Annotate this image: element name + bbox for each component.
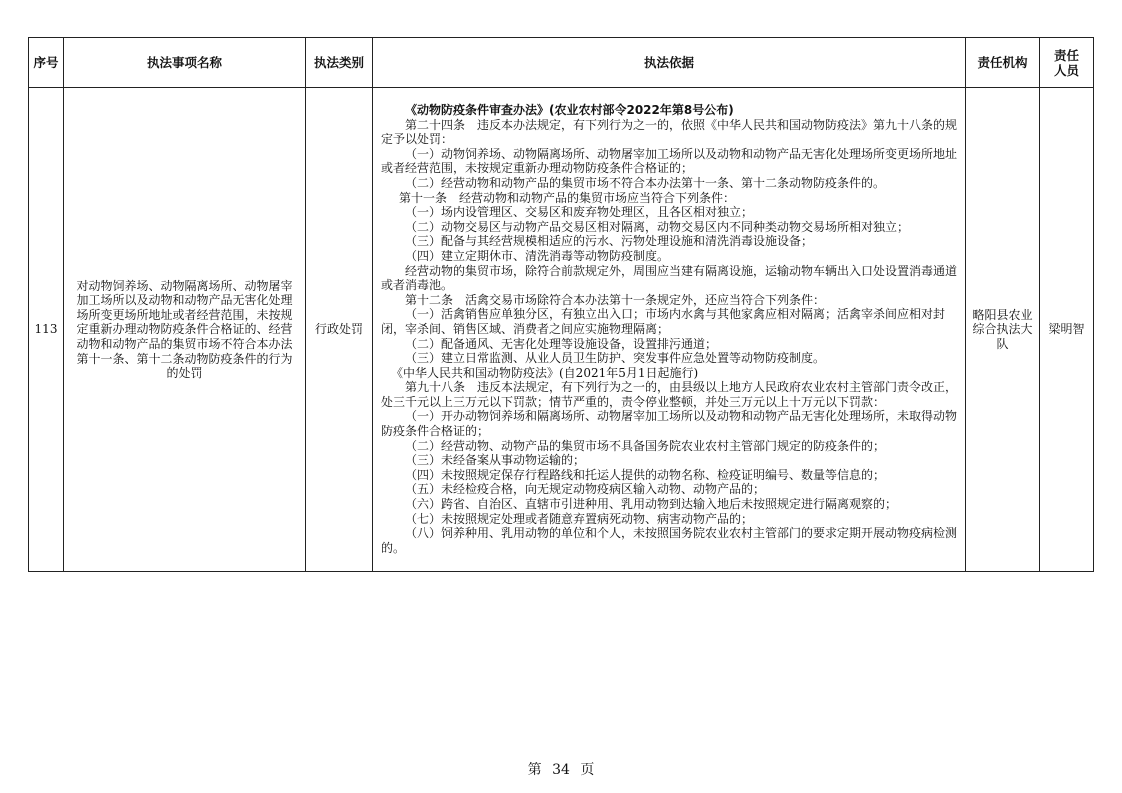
- basis-line: 第九十八条 违反本法规定，有下列行为之一的，由县级以上地方人民政府农业农村主管部门责令改正，处三千元以上三万元以下罚款；情节严重的，责令停业整顿，并处三万元以上十万元以下罚款：: [381, 380, 958, 409]
- basis-line: （一）场内设管理区、交易区和废弃物处理区，且各区相对独立；: [405, 205, 754, 220]
- basis-line: 第二十四条 违反本办法规定，有下列行为之一的，依照《中华人民共和国动物防疫法》第九十八条的规定予以处罚：: [381, 117, 958, 147]
- header-person-label: 责任人员: [1053, 47, 1079, 78]
- basis-line: （七）未按照规定处理或者随意弃置病死动物、病害动物产品的；: [405, 511, 754, 526]
- page-footer: [0, 759, 1122, 779]
- row-person: 梁明智: [1040, 88, 1094, 572]
- basis-line: （四）未按照规定保存行程路线和托运人提供的动物名称、检疫证明编号、数量等信息的；: [405, 467, 886, 482]
- basis-line: 《中华人民共和国动物防疫法》(自2021年5月1日起施行): [391, 365, 699, 380]
- basis-line: （四）建立定期休市、清洗消毒等动物防疫制度。: [405, 248, 670, 263]
- header-person: [1040, 38, 1094, 88]
- basis-line: （二）经营动物、动物产品的集贸市场不具备国务院农业农村主管部门规定的防疫条件的；: [405, 438, 886, 453]
- basis-line: （一）活禽销售应单独分区，有独立出入口；市场内水禽与其他家禽应相对隔离；活禽宰杀间应相对封闭，宰杀间、销售区域、消费者之间应实施物理隔离；: [381, 307, 946, 336]
- basis-line: （二）动物交易区与动物产品交易区相对隔离，动物交易区内不同种类动物交易场所相对独立；: [405, 219, 910, 234]
- row-item-name: 对动物饲养场、动物隔离场所、动物屠宰加工场所以及动物和动物产品无害化处理场所变更场所地址或者经营范围，未按规定重新办理动物防疫条件合格证的、经营动物和动物产品的集贸市场不符合本办法第十一条、第十二条动物防疫条件的行为的处罚: [64, 88, 306, 572]
- basis-line: 《动物防疫条件审查办法》(农业农村部令2022年第8号公布): [405, 103, 734, 117]
- basis-line: 经营动物的集贸市场，除符合前款规定外，周围应当建有隔离设施，运输动物车辆出入口处设置消毒通道或者消毒池。: [381, 263, 958, 293]
- row-agency: [966, 88, 1040, 572]
- header-item-name: 执法事项名称: [64, 38, 306, 88]
- basis-line: （二）配备通风、无害化处理等设施设备，设置排污通道；: [405, 336, 718, 351]
- header-category: 执法类别: [306, 38, 373, 88]
- row-basis: [373, 88, 966, 572]
- header-basis: 执法依据: [373, 38, 966, 88]
- table-row: [29, 88, 1094, 572]
- basis-line: （一）开办动物饲养场和隔离场所、动物屠宰加工场所以及动物和动物产品无害化处理场所，未取得动物防疫条件合格证的；: [381, 409, 958, 439]
- basis-line: （三）建立日常监测、从业人员卫生防护、突发事件应急处置等动物防疫制度。: [405, 351, 826, 366]
- basis-line: （三）未经备案从事动物运输的；: [405, 453, 586, 468]
- row-serial: 113: [29, 88, 64, 572]
- basis-line: （六）跨省、自治区、直辖市引进种用、乳用动物到达输入地后未按照规定进行隔离观察的；: [405, 497, 898, 512]
- basis-line: （二）经营动物和动物产品的集贸市场不符合本办法第十一条、第十二条动物防疫条件的。: [405, 175, 886, 190]
- enforcement-table: [28, 37, 1094, 572]
- basis-line: 第十一条 经营动物和动物产品的集贸市场应当符合下列条件：: [399, 190, 736, 205]
- header-agency: 责任机构: [966, 38, 1040, 88]
- basis-line: （五）未经检疫合格，向无规定动物疫病区输入动物、动物产品的；: [405, 482, 766, 497]
- footer-suffix: 页: [580, 762, 595, 778]
- footer-prefix: 第: [527, 762, 542, 778]
- basis-line: 第十二条 活禽交易市场除符合本办法第十一条规定外，还应当符合下列条件：: [405, 292, 826, 307]
- header-serial: 序号: [29, 38, 64, 88]
- basis-line: （三）配备与其经营规模相适应的污水、污物处理设施和清洗消毒设施设备；: [405, 234, 814, 249]
- row-category: 行政处罚: [306, 88, 373, 572]
- basis-line: （一）动物饲养场、动物隔离场所、动物屠宰加工场所以及动物和动物产品无害化处理场所变更场所地址或者经营范围，未按规定重新办理动物防疫条件合格证的；: [381, 146, 958, 176]
- basis-line: （八）饲养种用、乳用动物的单位和个人，未按照国务院农业农村主管部门的要求定期开展动物疫病检测的。: [381, 526, 958, 555]
- header-row: [29, 38, 1094, 88]
- row-agency-text: 略阳县农业综合执法大队: [972, 307, 1033, 351]
- page-number: 34: [552, 762, 570, 778]
